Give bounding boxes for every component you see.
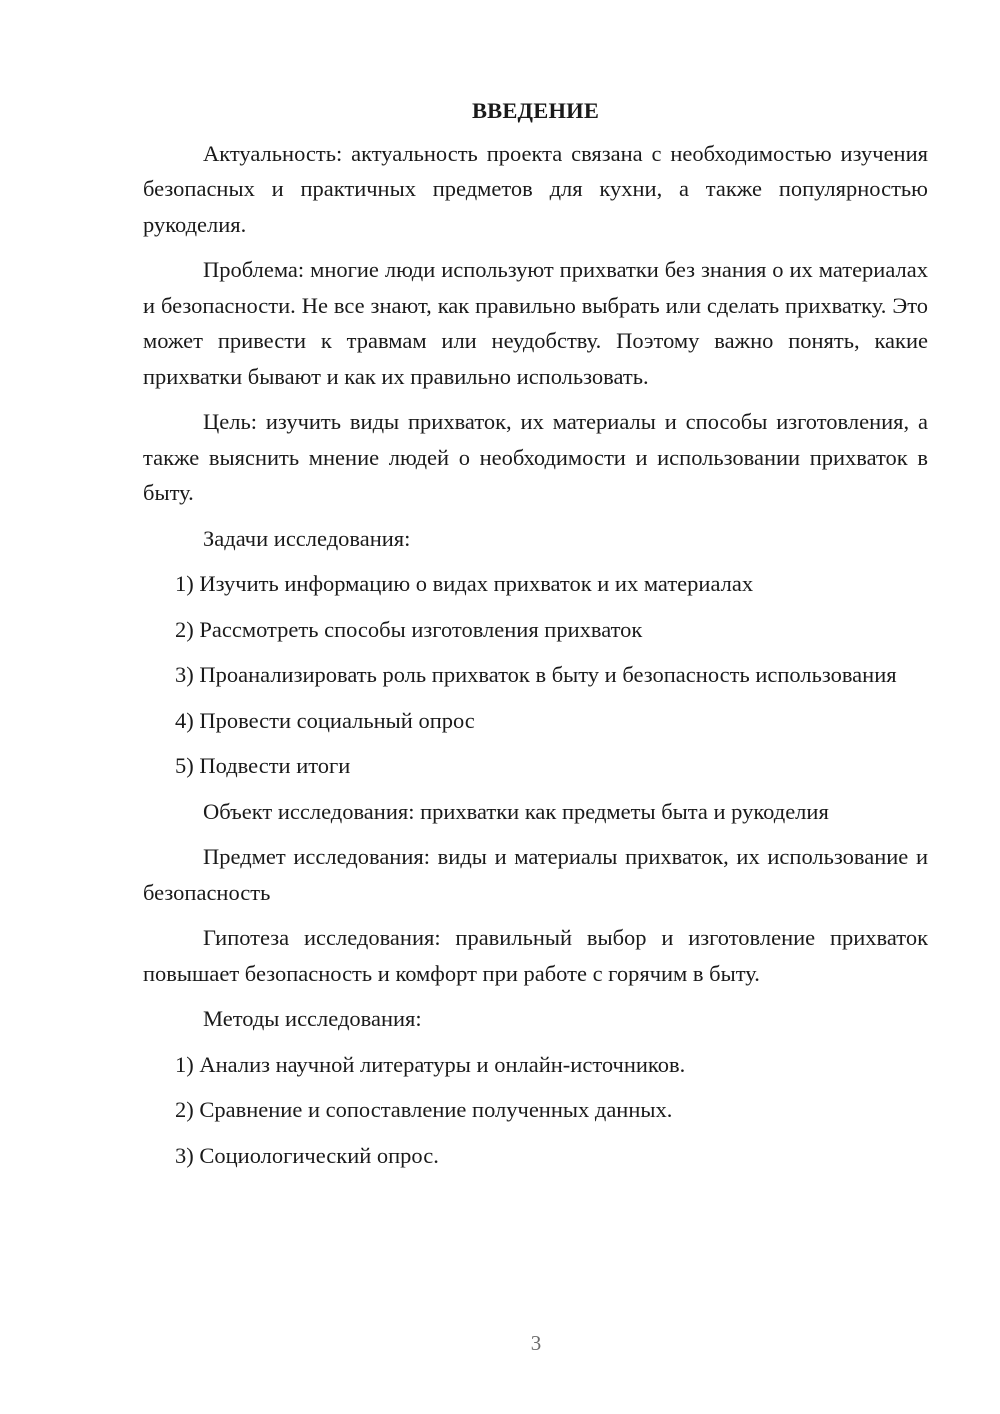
task-item: 5) Подвести итоги	[175, 753, 351, 778]
object-paragraph: Объект исследования: прихватки как предметы быта и рукоделия	[203, 798, 829, 824]
hypothesis-paragraph: Гипотеза исследования: правильный выбор и изготовление прихваток повышает безопасность и комфорт при работе с горячим в быту.	[143, 925, 928, 986]
subject-paragraph: Предмет исследования: виды и материалы прихваток, их использование и безопасность	[143, 844, 928, 905]
section-heading: ВВЕДЕНИЕ	[471, 98, 600, 123]
page-content	[143, 93, 928, 1183]
task-item: 2) Рассмотреть способы изготовления прихваток	[175, 616, 643, 642]
task-item: 1) Изучить информацию о видах прихваток и их материалах	[175, 571, 754, 596]
problem-paragraph: Проблема: многие люди используют прихватки без знания о их материалах и безопасности. Не все знают, как правильно выбрать или сделать прихватку. Это может привести к травмам или неудобству. Поэтому важно понять, какие прихватки бывают и как их правильно использовать.	[143, 257, 928, 389]
tasks-title: Задачи исследования:	[203, 525, 411, 551]
method-item: 3) Социологический опрос.	[175, 1142, 439, 1168]
method-item: 1) Анализ научной литературы и онлайн-источников.	[175, 1051, 686, 1077]
task-item: 3) Проанализировать роль прихваток в быту и безопасность использования	[175, 662, 897, 687]
methods-title: Методы исследования:	[203, 1006, 422, 1031]
goal-paragraph: Цель: изучить виды прихваток, их материалы и способы изготовления, а также выяснить мнение людей о необходимости и использовании прихваток в быту.	[143, 409, 928, 505]
task-item: 4) Провести социальный опрос	[175, 707, 475, 733]
actuality-paragraph: Актуальность: актуальность проекта связана с необходимостью изучения безопасных и практичных предметов для кухни, а также популярностью рукоделия.	[143, 140, 928, 237]
method-item: 2) Сравнение и сопоставление полученных данных.	[175, 1097, 673, 1122]
page-number: 3	[530, 1331, 542, 1355]
